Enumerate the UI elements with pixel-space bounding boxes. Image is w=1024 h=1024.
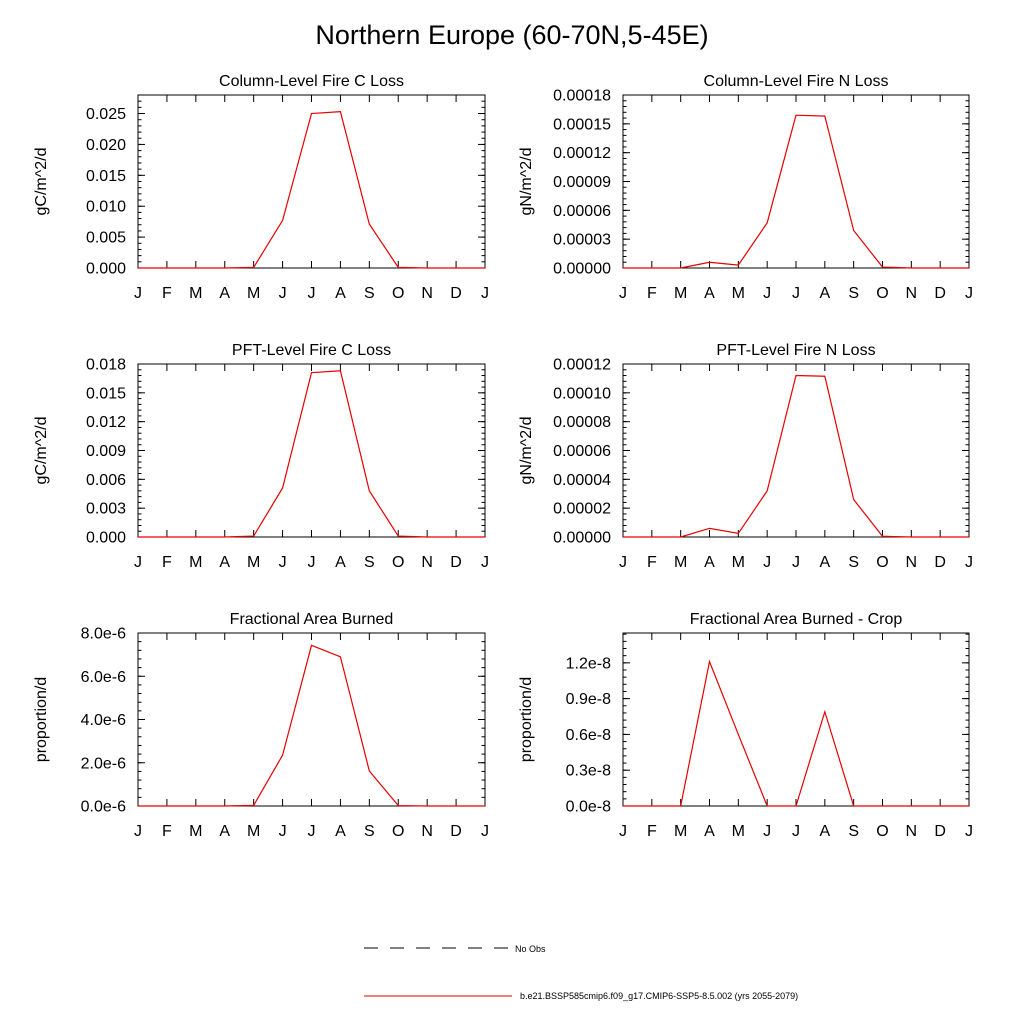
x-tick-label: J (278, 823, 287, 840)
x-tick-label: N (905, 285, 918, 302)
x-tick-label: J (619, 554, 627, 571)
y-tick-label: 0.00002 (553, 500, 611, 518)
x-tick-label: F (162, 285, 172, 302)
y-tick-label: 0.00003 (553, 231, 611, 249)
x-tick-label: D (934, 285, 946, 302)
x-tick-label: J (763, 823, 772, 840)
y-axis-label: gC/m^2/d (33, 416, 50, 485)
y-tick-label: 0.3e-8 (565, 762, 611, 780)
series-line-model (138, 112, 485, 268)
y-tick-label: 0.018 (85, 356, 126, 374)
y-tick-label: 0.00006 (553, 443, 611, 460)
y-tick-label: 0.015 (85, 167, 126, 185)
x-tick-label: M (731, 554, 745, 571)
x-tick-label: A (704, 823, 715, 840)
x-tick-label: J (307, 554, 316, 571)
plot-frame (138, 364, 485, 537)
y-tick-label: 0.00012 (553, 145, 611, 163)
x-tick-label: J (619, 823, 627, 840)
y-tick-label: 0.006 (85, 471, 126, 489)
x-tick-label: N (905, 554, 918, 571)
x-tick-label: J (965, 823, 973, 840)
x-tick-label: D (934, 823, 946, 840)
series-line-model (138, 371, 485, 537)
x-tick-label: J (792, 554, 800, 571)
chart-title: PFT-Level Fire C Loss (231, 342, 392, 359)
x-tick-label: J (134, 823, 142, 840)
x-tick-label: J (763, 554, 772, 571)
x-tick-label: J (763, 285, 772, 302)
y-tick-label: 1.2e-8 (565, 655, 611, 673)
plot-frame (623, 364, 969, 537)
x-tick-label: D (450, 823, 462, 840)
y-tick-label: 0.6e-8 (565, 726, 611, 744)
y-tick-label: 0.003 (85, 500, 126, 518)
x-tick-label: M (674, 285, 688, 302)
plot-frame (623, 95, 969, 268)
y-tick-label: 8.0e-6 (80, 625, 126, 643)
series-line-model (138, 645, 485, 806)
chart-panel-3 (33, 342, 489, 571)
x-tick-label: J (792, 285, 800, 302)
plot-frame (138, 633, 485, 806)
chart-panel-1 (33, 73, 489, 302)
y-axis-label: gN/m^2/d (518, 416, 535, 485)
y-tick-label: 0.00000 (553, 260, 611, 278)
x-tick-label: J (134, 285, 142, 302)
y-tick-label: 0.00000 (553, 529, 611, 547)
plot-frame (623, 633, 969, 806)
y-tick-label: 6.0e-6 (80, 668, 126, 686)
x-tick-label: J (134, 554, 142, 571)
plot-frame (138, 95, 485, 268)
y-tick-label: 0.010 (85, 198, 126, 216)
y-axis-label: gC/m^2/d (33, 147, 50, 216)
page-title: Northern Europe (60-70N,5-45E) (315, 20, 709, 50)
x-tick-label: J (619, 285, 627, 302)
x-tick-label: N (421, 285, 433, 302)
x-tick-label: J (307, 285, 316, 302)
chart-panel-2 (518, 73, 973, 302)
legend-model-label: b.e21.BSSP585cmip6.f09_g17.CMIP6-SSP5-8.5.002 (yrs 2055-2079) (520, 991, 799, 1001)
x-tick-label: A (819, 554, 831, 571)
y-tick-label: 0.00008 (553, 414, 611, 432)
x-tick-label: J (481, 554, 489, 571)
x-tick-label: S (363, 823, 375, 840)
chart-title: PFT-Level Fire N Loss (716, 342, 876, 359)
y-tick-label: 0.009 (85, 443, 126, 460)
y-tick-label: 0.0e-6 (80, 798, 126, 816)
x-tick-label: A (704, 285, 715, 302)
x-tick-label: J (278, 285, 287, 302)
x-tick-label: J (965, 554, 973, 571)
chart-title: Column-Level Fire N Loss (703, 73, 889, 90)
x-tick-label: M (247, 554, 261, 571)
x-tick-label: J (481, 285, 489, 302)
y-tick-label: 0.00015 (553, 116, 611, 134)
chart-panel-6 (518, 611, 973, 840)
x-tick-label: O (392, 823, 405, 840)
x-tick-label: O (876, 823, 889, 840)
x-tick-label: D (450, 554, 462, 571)
y-tick-label: 0.025 (85, 106, 126, 124)
x-tick-label: N (421, 554, 433, 571)
x-tick-label: S (848, 285, 860, 302)
y-tick-label: 0.00006 (553, 202, 611, 220)
x-tick-label: F (162, 823, 172, 840)
chart-title: Fractional Area Burned (229, 611, 394, 628)
chart-title: Column-Level Fire C Loss (219, 73, 404, 90)
y-tick-label: 0.000 (85, 529, 126, 547)
x-tick-label: M (247, 823, 261, 840)
y-tick-label: 0.9e-8 (565, 691, 611, 709)
legend (364, 944, 798, 1001)
x-tick-label: O (876, 554, 889, 571)
chart-title: Fractional Area Burned - Crop (689, 611, 903, 628)
x-tick-label: A (704, 554, 715, 571)
x-tick-label: F (646, 823, 657, 840)
x-tick-label: D (934, 554, 946, 571)
x-tick-label: J (278, 554, 287, 571)
y-tick-label: 0.005 (85, 229, 126, 247)
x-tick-label: A (219, 285, 231, 302)
x-tick-label: S (363, 285, 375, 302)
x-tick-label: O (876, 285, 889, 302)
x-tick-label: A (335, 823, 346, 840)
x-tick-label: N (905, 823, 918, 840)
x-tick-label: A (335, 554, 346, 571)
y-tick-label: 0.00009 (553, 174, 611, 191)
x-tick-label: J (792, 823, 800, 840)
series-line-model (623, 115, 969, 268)
x-tick-label: M (674, 554, 688, 571)
x-tick-label: A (219, 554, 231, 571)
x-tick-label: F (162, 554, 172, 571)
x-tick-label: O (392, 554, 405, 571)
x-tick-label: D (450, 285, 462, 302)
x-tick-label: J (965, 285, 973, 302)
series-line-model (623, 376, 969, 537)
y-axis-label: gN/m^2/d (518, 147, 535, 216)
x-tick-label: A (819, 285, 831, 302)
x-tick-label: M (189, 554, 203, 571)
y-axis-label: proportion/d (33, 676, 50, 763)
x-tick-label: M (674, 823, 688, 840)
x-tick-label: A (335, 285, 346, 302)
x-tick-label: F (646, 554, 657, 571)
x-tick-label: S (848, 823, 860, 840)
x-tick-label: A (819, 823, 831, 840)
y-tick-label: 0.015 (85, 385, 126, 403)
x-tick-label: J (481, 823, 489, 840)
y-tick-label: 0.00004 (553, 471, 611, 489)
x-tick-label: S (363, 554, 375, 571)
x-tick-label: O (392, 285, 405, 302)
x-tick-label: F (646, 285, 657, 302)
x-tick-label: A (219, 823, 231, 840)
x-tick-label: N (421, 823, 433, 840)
y-axis-label: proportion/d (518, 676, 535, 763)
x-tick-label: M (731, 285, 745, 302)
x-tick-label: M (189, 823, 203, 840)
y-tick-label: 0.00018 (553, 87, 611, 105)
legend-obs-label: No Obs (515, 944, 546, 954)
chart-panel-5 (33, 611, 489, 840)
y-tick-label: 4.0e-6 (80, 712, 126, 729)
y-tick-label: 0.00010 (553, 385, 611, 403)
y-tick-label: 2.0e-6 (80, 755, 126, 773)
x-tick-label: M (189, 285, 203, 302)
y-tick-label: 0.000 (85, 260, 126, 278)
x-tick-label: S (848, 554, 860, 571)
x-tick-label: M (731, 823, 745, 840)
y-tick-label: 0.012 (85, 414, 126, 432)
x-tick-label: J (307, 823, 316, 840)
y-tick-label: 0.020 (85, 136, 126, 154)
y-tick-label: 0.0e-8 (565, 798, 611, 816)
y-tick-label: 0.00012 (553, 356, 611, 374)
x-tick-label: M (247, 285, 261, 302)
chart-panel-4 (518, 342, 973, 571)
series-line-model (623, 662, 969, 806)
